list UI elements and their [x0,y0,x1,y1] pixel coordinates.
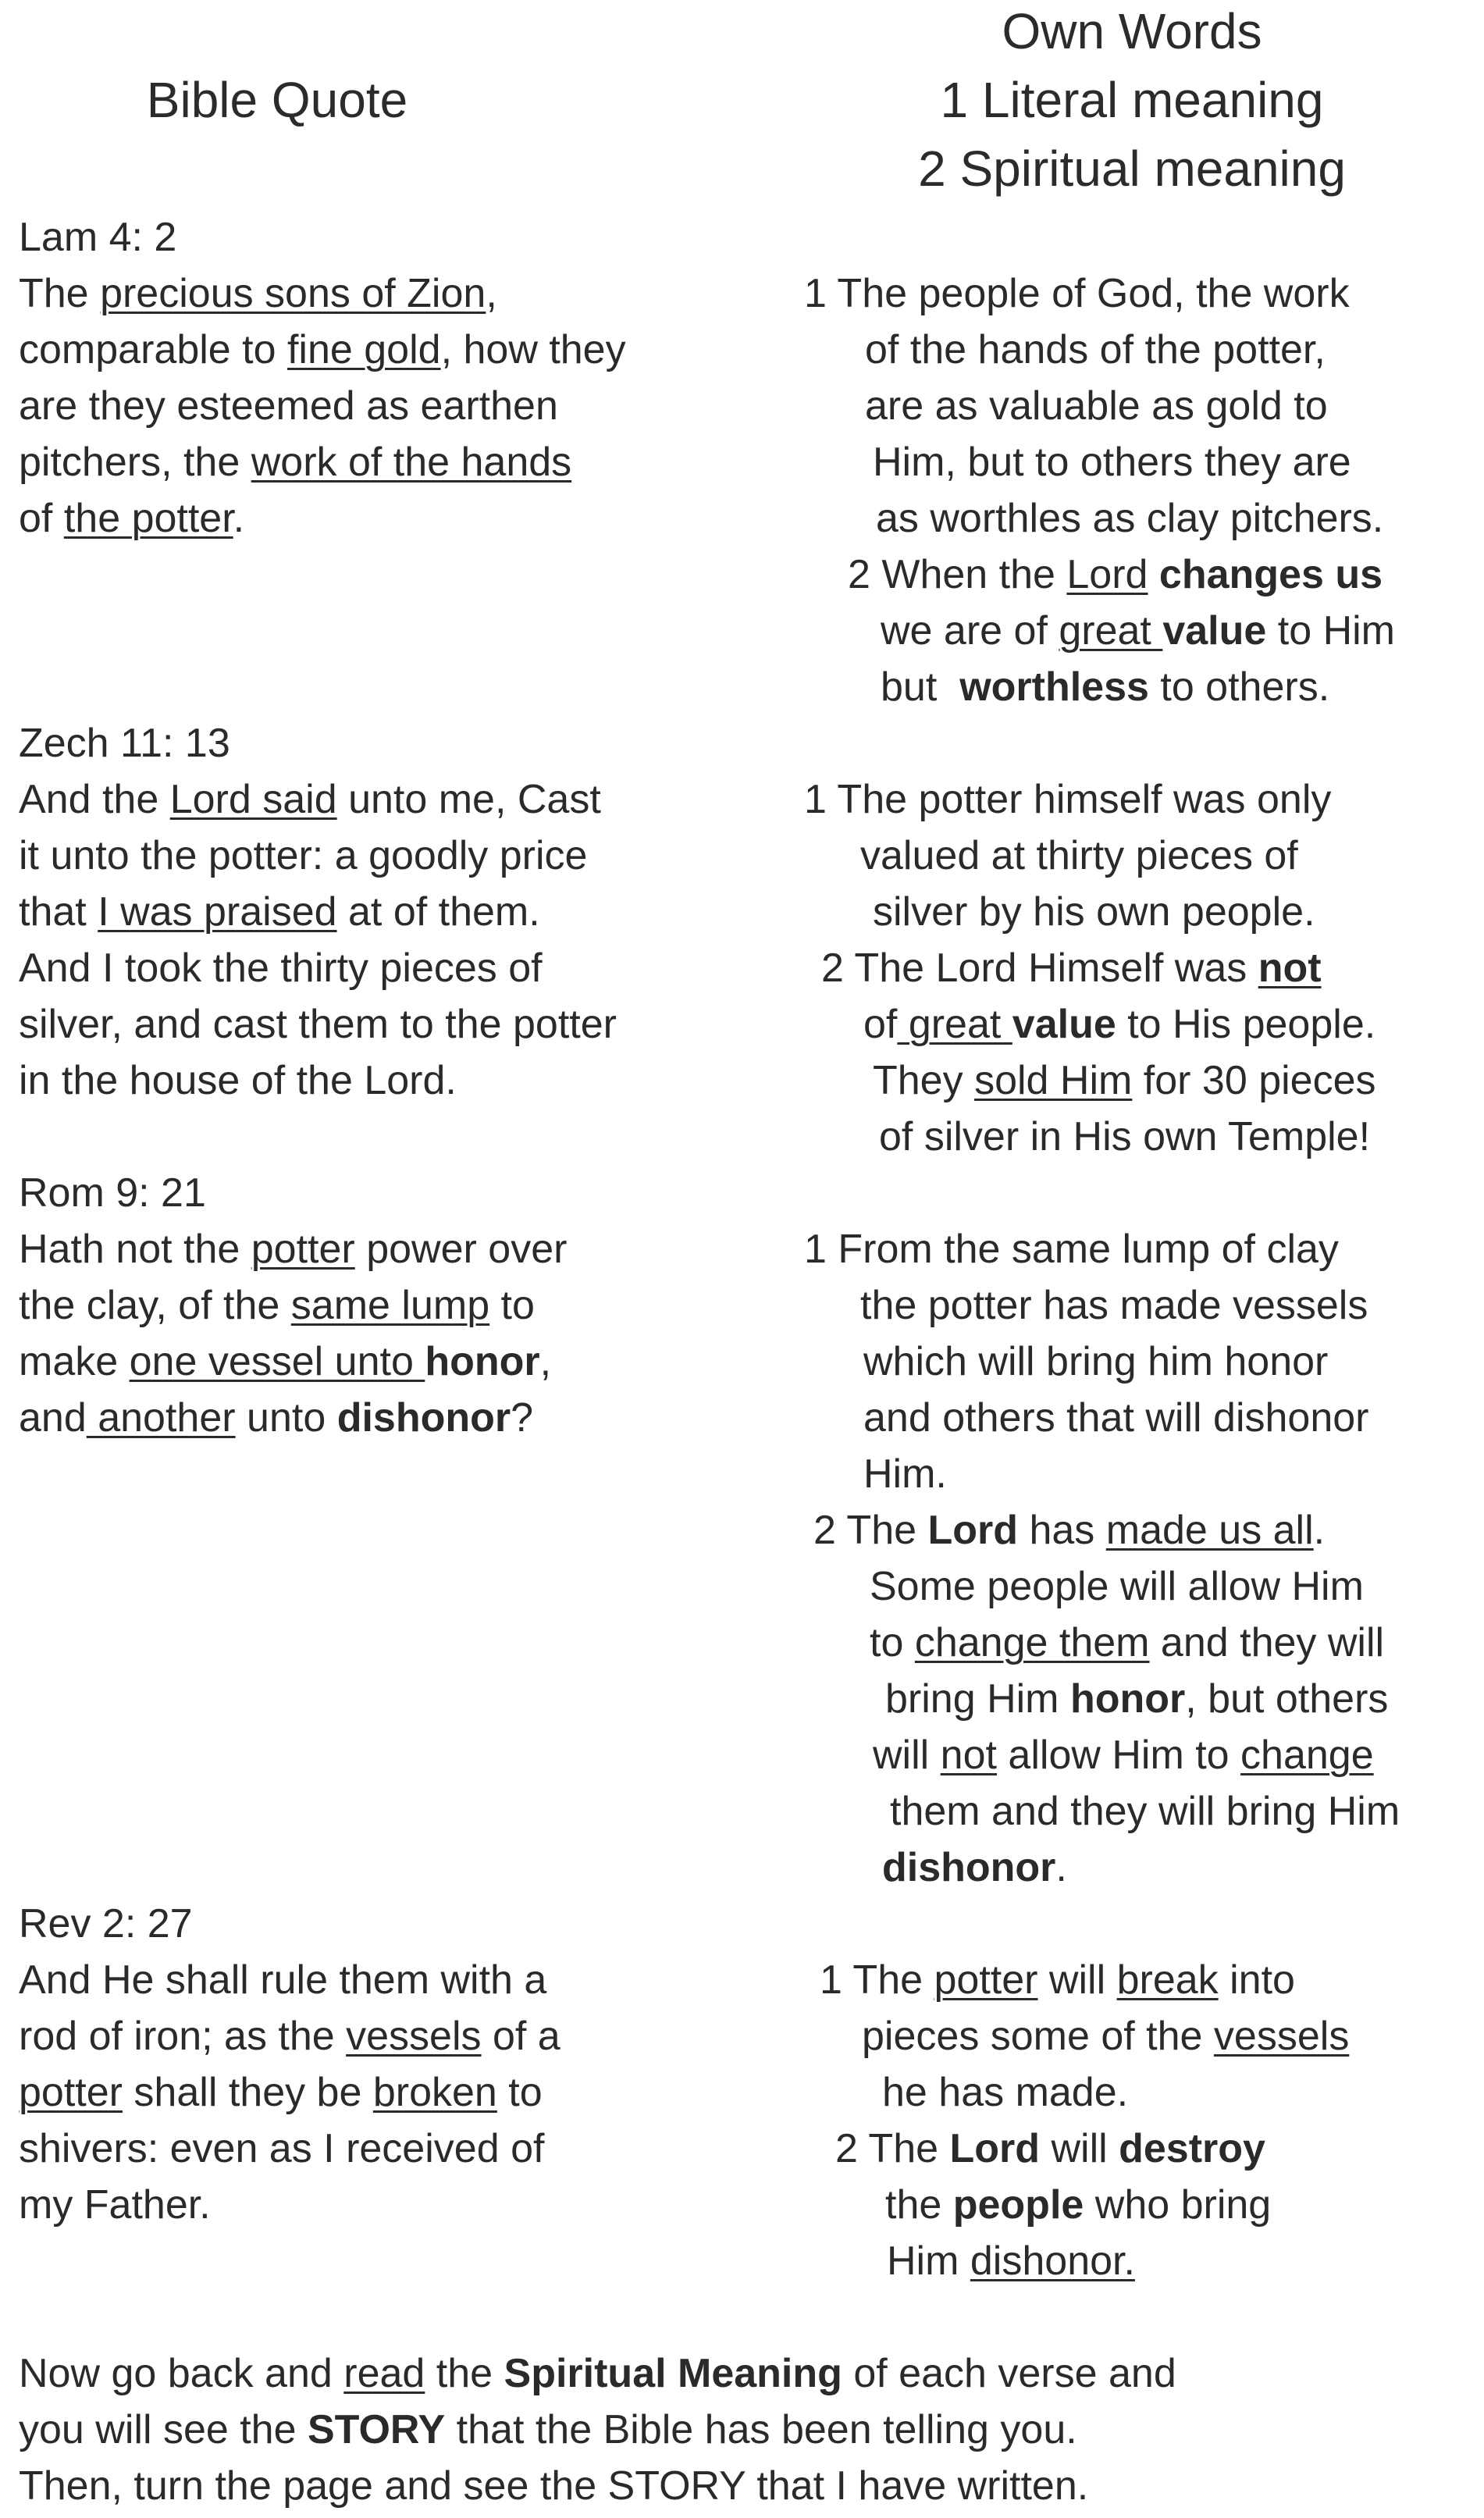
text-segment: Then, turn the page and see the STORY that I have written. [19,2463,1089,2509]
verse-meaning-rom [804,1221,1400,1896]
text-segment: . [1055,1845,1067,1890]
text-line [19,2064,561,2121]
text-line [804,490,1395,547]
underlined-text: potter [251,1227,355,1272]
text-segment: but [881,664,960,710]
text-segment: Him, but to others they are [873,440,1351,485]
bold-text: honor [425,1339,540,1384]
text-segment: you will see the [19,2407,308,2452]
text-segment: as worthles as clay pitchers. [876,496,1384,541]
text-line [19,2458,1176,2514]
text-segment: the potter has made vessels [860,1283,1368,1328]
underlined-text: Lord [1066,552,1148,597]
underlined-text: broken [372,2070,497,2115]
text-segment: And He shall rule them with a [19,1957,547,2003]
text-line [804,265,1395,322]
text-segment: in the house of the Lord. [19,1058,457,1103]
underlined-text: change [1240,1733,1374,1778]
text-segment: at of them. [336,889,540,935]
text-segment: into [1218,1957,1295,2003]
text-segment: , how they [440,327,626,372]
text-segment: shall they be [122,2070,373,2115]
text-line [804,1390,1400,1446]
text-segment: and others that will dishonor [863,1395,1369,1441]
text-segment: of each verse and [842,2351,1176,2396]
underlined-text: great [897,1002,1012,1047]
text-segment: unto [235,1395,337,1441]
underlined-text: precious sons of Zion [100,271,486,316]
text-segment: The [19,271,101,316]
text-segment: valued at thirty pieces of [860,833,1298,878]
underlined-text: great [1059,608,1163,654]
text-segment: Some people will allow Him [870,1564,1364,1609]
text-segment: of silver in His own Temple! [879,1114,1371,1159]
verse-quote-rom [19,1221,567,1446]
text-segment: comparable to [19,327,287,372]
verse-ref-rev: Rev 2: 27 [19,1901,193,1946]
text-segment: , [486,271,497,316]
text-segment: of the hands of the potter, [865,327,1326,372]
literal-meaning-header: 1 Literal meaning [940,72,1324,128]
underlined-text: vessels [1213,2014,1350,2059]
text-segment: bring Him [885,1676,1070,1722]
text-segment: of a [481,2014,561,2059]
underlined-text: not [940,1733,997,1778]
text-line [19,1952,561,2008]
underlined-text: I was praised [98,889,337,935]
text-line [820,2008,1349,2064]
text-segment: 1 From the same lump of clay [804,1227,1339,1272]
text-segment: them and they will bring Him [890,1789,1400,1834]
text-segment: make [19,1339,130,1384]
text-segment: that [19,889,98,935]
text-line [804,940,1376,996]
text-segment: we are of [881,608,1059,654]
text-segment: and [19,1395,87,1441]
text-segment: Him [887,2238,970,2284]
text-segment: pitchers, the [19,440,251,485]
bold-text: Lord [927,1508,1019,1553]
bold-text: dishonor [882,1845,1056,1890]
bold-text: dishonor [336,1395,511,1441]
text-segment: not [1258,946,1322,991]
footer-instructions [19,2345,1176,2514]
text-segment: power over [354,1227,568,1272]
underlined-text: read [343,2351,425,2396]
text-line [820,2177,1349,2233]
bold-text: Spiritual Meaning [504,2351,842,2396]
text-line [820,2121,1349,2177]
text-line [804,1615,1400,1671]
text-line [804,1446,1400,1502]
text-segment: 1 The [820,1957,934,2003]
text-line [804,1671,1400,1727]
verse-quote-zech [19,771,617,1109]
text-segment: to Him [1266,608,1395,654]
text-segment: ? [511,1395,534,1441]
text-segment: it unto the potter: a goodly price [19,833,588,878]
text-line [19,2402,1176,2458]
underlined-text: vessels [346,2014,482,2059]
text-line [804,603,1395,659]
text-segment: are they esteemed as earthen [19,383,558,429]
underlined-text: another [86,1395,236,1441]
text-segment: Hath not the [19,1227,251,1272]
verse-ref-lam: Lam 4: 2 [19,215,177,260]
text-line [804,434,1395,490]
text-segment: my Father. [19,2182,211,2228]
underlined-text: Lord said [169,777,337,822]
text-segment: 2 The [835,2126,950,2171]
text-segment: which will bring him honor [863,1339,1329,1384]
text-line [19,1334,567,1390]
text-segment: the clay, of the [19,1283,291,1328]
underlined-text: dishonor. [970,2238,1135,2284]
text-segment: are as valuable as gold to [865,383,1328,429]
text-segment: the [885,2182,953,2228]
text-line [19,2008,561,2064]
text-segment: rod of iron; as the [19,2014,347,2059]
text-segment: allow Him to [996,1733,1241,1778]
underlined-text: fine gold [286,327,441,372]
text-line [804,1277,1400,1334]
text-segment: for 30 pieces [1132,1058,1376,1103]
text-segment: Him. [863,1451,947,1497]
text-segment: 1 The people of God, the work [804,271,1350,316]
text-segment: silver by his own people. [873,889,1315,935]
spiritual-meaning-header: 2 Spiritual meaning [918,141,1346,197]
text-segment: to others. [1148,664,1330,710]
text-line [804,1783,1400,1840]
text-line [19,1221,567,1277]
bold-text: changes us [1158,552,1383,597]
underlined-text: potter [19,2070,123,2115]
text-line [804,1221,1400,1277]
text-line [804,828,1376,884]
text-line [804,378,1395,434]
text-line [19,1052,617,1109]
bold-text: destroy [1119,2126,1265,2171]
text-segment: 1 The potter himself was only [804,777,1332,822]
text-segment: will [1037,1957,1117,2003]
text-segment: to [870,1620,915,1665]
text-segment: to His people. [1116,1002,1376,1047]
text-segment: will [1040,2126,1119,2171]
text-line [19,2121,561,2177]
bold-text: people [952,2182,1084,2228]
text-segment: will [873,1733,941,1778]
text-segment: Now go back and [19,2351,344,2396]
text-line [19,1277,567,1334]
text-segment: has [1018,1508,1106,1553]
underlined-text: the potter [63,496,233,541]
verse-meaning-lam [804,265,1395,715]
text-line [804,659,1395,715]
text-line [19,378,626,434]
text-segment: to [489,1283,535,1328]
underlined-text: sold Him [974,1058,1133,1103]
verse-ref-zech: Zech 11: 13 [19,721,230,766]
text-segment: he has made. [882,2070,1129,2115]
text-segment: of [19,496,64,541]
verse-quote-rev [19,1952,561,2233]
text-segment: pieces some of the [862,2014,1214,2059]
text-line [19,2345,1176,2402]
text-segment: the [425,2351,504,2396]
text-line [19,434,626,490]
bold-text: STORY [307,2407,446,2452]
underlined-text: work of the hands [251,440,572,485]
text-segment: 2 The Lord Himself was [821,946,1258,991]
text-segment: And I took the thirty pieces of [19,946,543,991]
text-segment: . [233,496,245,541]
verse-meaning-zech [804,771,1376,1165]
verse-ref-rom: Rom 9: 21 [19,1170,206,1216]
text-segment: 2 When the [848,552,1067,597]
text-line [820,2064,1349,2121]
bold-text: honor [1069,1676,1186,1722]
bold-text: value [1012,1002,1116,1047]
text-line [19,2177,561,2233]
text-segment: unto me, Cast [336,777,601,822]
text-line [19,940,617,996]
text-segment [1148,552,1158,597]
text-segment: They [873,1058,975,1103]
text-segment: of [863,1002,898,1047]
text-segment: silver, and cast them to the potter [19,1002,617,1047]
verse-quote-lam [19,265,626,547]
text-segment: that the Bible has been telling you. [445,2407,1077,2452]
text-segment: and they will [1149,1620,1385,1665]
text-line [804,884,1376,940]
own-words-header: Own Words [1002,3,1262,59]
text-segment: And the [19,777,170,822]
verse-meaning-rev [820,1952,1349,2289]
bold-text: value [1162,608,1267,654]
text-line [19,828,617,884]
text-segment: , [539,1339,552,1384]
text-line [820,1952,1349,2008]
text-line [804,547,1395,603]
text-line [804,1334,1400,1390]
text-line [804,1052,1376,1109]
underlined-text: change them [914,1620,1150,1665]
bold-text: worthless [959,664,1149,710]
underlined-text: made us all [1105,1508,1314,1553]
text-line [19,884,617,940]
text-segment: who bring [1084,2182,1272,2228]
text-segment: to [496,2070,543,2115]
text-line [804,771,1376,828]
text-segment: . [1313,1508,1326,1553]
text-line [19,322,626,378]
underlined-text: one vessel unto [129,1339,425,1384]
text-line [804,1558,1400,1615]
underlined-text: potter [934,1957,1038,2003]
text-line [804,1109,1376,1165]
text-line [804,996,1376,1052]
text-line [19,1390,567,1446]
text-segment: shivers: even as I received of [19,2126,545,2171]
text-line [820,2233,1349,2289]
text-segment: , but others [1185,1676,1389,1722]
text-line [804,1840,1400,1896]
text-segment: 2 The [813,1508,928,1553]
text-line [19,490,626,547]
text-line [19,996,617,1052]
text-line [19,771,617,828]
bold-text: Lord [949,2126,1041,2171]
underlined-text: break [1116,1957,1219,2003]
underlined-text: same lump [290,1283,490,1328]
text-line [804,1502,1400,1558]
text-line [19,265,626,322]
bible-quote-header: Bible Quote [146,72,408,128]
text-line [804,1727,1400,1783]
text-line [804,322,1395,378]
